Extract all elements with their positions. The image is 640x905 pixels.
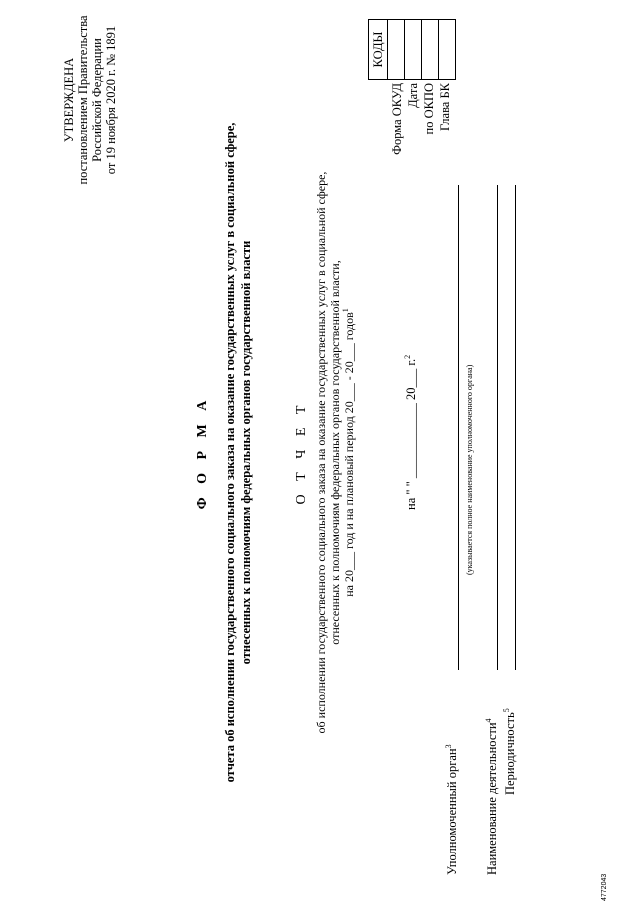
authority-field-line[interactable] <box>458 185 459 670</box>
authority-label: Уполномоченный орган <box>445 748 459 875</box>
report-date-line <box>402 354 418 510</box>
footnote-marker: 1 <box>341 308 350 313</box>
code-cell-bk[interactable] <box>439 20 456 80</box>
approval-date: от 19 ноября 2020 г. № 1891 <box>104 25 118 175</box>
periodicity-label: Периодичность <box>503 712 517 795</box>
form-heading: Ф О Р М А <box>195 395 210 510</box>
authority-label-row <box>443 744 459 875</box>
footnote-marker: 5 <box>501 708 511 713</box>
report-date-text: на " " ____________ 20___ г. <box>404 358 418 510</box>
activity-label: Наименование деятельности <box>485 722 499 875</box>
code-label-date: Дата <box>406 83 420 108</box>
codes-header: КОДЫ <box>369 20 388 80</box>
report-subtitle <box>314 0 356 905</box>
code-label-okpo: по ОКПО <box>422 83 436 135</box>
form-subtitle <box>222 0 254 905</box>
footnote-marker: 3 <box>443 744 453 749</box>
authority-hint: (указывается полное наименование уполномоченного органа) <box>465 364 474 575</box>
report-subtitle-line: об исполнении государственного социального заказа на оказание государственных услуг в социальной сфере, <box>314 171 328 734</box>
document-id: 4772043 <box>601 873 608 901</box>
code-cell-okud[interactable] <box>388 20 405 80</box>
periodicity-label-row <box>501 708 517 795</box>
code-label-okud: Форма ОКУД <box>390 83 404 155</box>
report-period-text: на 20___ год и на плановый период 20___ - 20___ годов <box>342 312 356 597</box>
report-period-line <box>342 0 356 905</box>
activity-field-line[interactable] <box>497 185 498 670</box>
approval-line: Российской Федерации <box>90 38 104 162</box>
code-cell-okpo[interactable] <box>422 20 439 80</box>
codes-table <box>368 19 456 80</box>
approval-block <box>62 0 118 200</box>
form-subtitle-line: отчета об исполнении государственного социального заказа на оказание государственных услуг в социальной сфере, <box>223 122 237 783</box>
report-heading: О Т Ч Е Т <box>294 400 309 505</box>
code-label-bk: Глава БК <box>438 83 452 131</box>
code-labels <box>389 83 453 205</box>
code-cell-date[interactable] <box>405 20 422 80</box>
footnote-marker: 2 <box>402 354 412 359</box>
form-subtitle-line: отнесенных к полномочиям федеральных органов государственной власти <box>239 240 253 665</box>
periodicity-field-line[interactable] <box>515 185 516 670</box>
approval-line: постановлением Правительства <box>76 15 90 185</box>
report-subtitle-line: отнесенных к полномочиям федеральных органов государственной власти, <box>328 260 342 645</box>
approval-title: УТВЕРЖДЕНА <box>62 57 76 143</box>
activity-label-row <box>483 718 499 875</box>
footnote-marker: 4 <box>483 718 493 723</box>
